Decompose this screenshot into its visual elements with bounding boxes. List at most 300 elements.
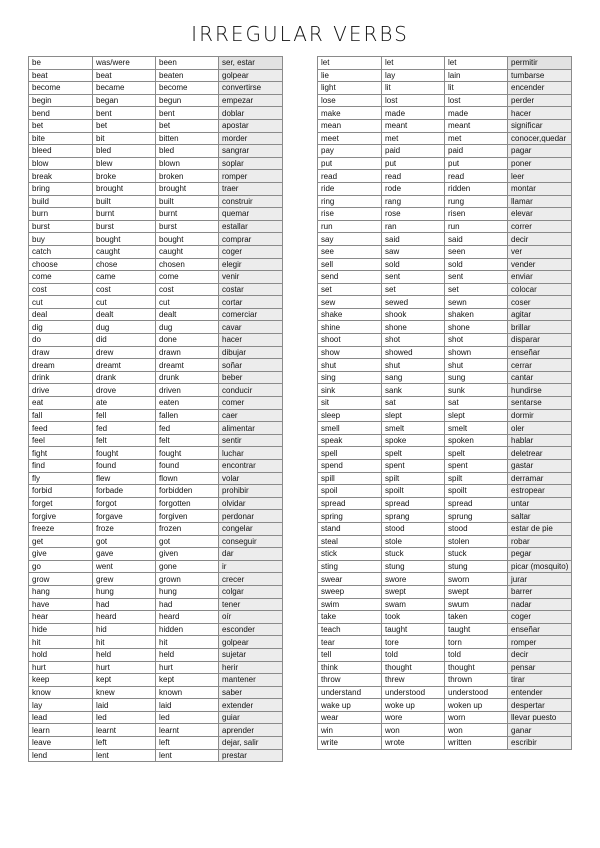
verb-past-participle: become xyxy=(156,82,219,95)
verb-past-participle: bought xyxy=(156,233,219,246)
verb-row xyxy=(29,585,283,598)
verb-row xyxy=(29,460,283,473)
verb-spanish-translation: leer xyxy=(508,170,572,183)
verb-row xyxy=(29,485,283,498)
verb-spanish-translation: crecer xyxy=(219,573,283,586)
verb-base-form: smell xyxy=(318,422,382,435)
verb-spanish-translation: esconder xyxy=(219,623,283,636)
verb-past-simple: spread xyxy=(382,497,445,510)
verb-base-form: spread xyxy=(318,497,382,510)
verb-past-participle: flown xyxy=(156,472,219,485)
verb-spanish-translation: derramar xyxy=(508,472,572,485)
verb-spanish-translation: picar (mosquito) xyxy=(508,560,572,573)
verb-row xyxy=(318,69,572,82)
verb-row xyxy=(29,258,283,271)
verb-row xyxy=(318,283,572,296)
verb-past-simple: made xyxy=(382,107,445,120)
verb-base-form: wear xyxy=(318,711,382,724)
verb-row xyxy=(29,321,283,334)
verb-past-participle: lost xyxy=(445,94,508,107)
verb-base-form: put xyxy=(318,157,382,170)
verb-row xyxy=(318,195,572,208)
verb-spanish-translation: conducir xyxy=(219,384,283,397)
verb-row xyxy=(29,422,283,435)
verb-past-simple: swam xyxy=(382,598,445,611)
verb-spanish-translation: dar xyxy=(219,548,283,561)
verb-base-form: sting xyxy=(318,560,382,573)
verb-base-form: sweep xyxy=(318,585,382,598)
verb-spanish-translation: pegar xyxy=(508,548,572,561)
verb-base-form: say xyxy=(318,233,382,246)
verb-past-simple: sold xyxy=(382,258,445,271)
verb-past-simple: let xyxy=(382,57,445,70)
verb-past-simple: laid xyxy=(93,699,156,712)
verb-spanish-translation: coser xyxy=(508,296,572,309)
verb-spanish-translation: decir xyxy=(508,648,572,661)
verb-spanish-translation: caer xyxy=(219,409,283,422)
verb-past-simple: heard xyxy=(93,611,156,624)
verb-row xyxy=(318,573,572,586)
verb-past-simple: learnt xyxy=(93,724,156,737)
verb-past-simple: bought xyxy=(93,233,156,246)
verb-base-form: ring xyxy=(318,195,382,208)
verb-past-participle: sat xyxy=(445,397,508,410)
verb-past-simple: lent xyxy=(93,749,156,762)
verb-past-simple: smelt xyxy=(382,422,445,435)
verb-past-participle: grown xyxy=(156,573,219,586)
verb-row xyxy=(318,397,572,410)
verb-past-participle: let xyxy=(445,57,508,70)
verb-base-form: meet xyxy=(318,132,382,145)
verb-past-participle: burnt xyxy=(156,208,219,221)
verb-past-participle: risen xyxy=(445,208,508,221)
verb-row xyxy=(318,636,572,649)
verb-base-form: dream xyxy=(29,359,93,372)
verb-base-form: forbid xyxy=(29,485,93,498)
verb-row xyxy=(29,182,283,195)
verb-past-participle: blown xyxy=(156,157,219,170)
verb-base-form: give xyxy=(29,548,93,561)
verb-past-participle: laid xyxy=(156,699,219,712)
verb-past-participle: made xyxy=(445,107,508,120)
verb-past-simple: wore xyxy=(382,711,445,724)
verb-base-form: learn xyxy=(29,724,93,737)
verb-row xyxy=(318,220,572,233)
verb-past-simple: sent xyxy=(382,271,445,284)
verb-past-simple: dug xyxy=(93,321,156,334)
verb-spanish-translation: enseñar xyxy=(508,623,572,636)
verb-past-participle: set xyxy=(445,283,508,296)
verb-base-form: bleed xyxy=(29,145,93,158)
verb-past-simple: became xyxy=(93,82,156,95)
verb-past-simple: meant xyxy=(382,119,445,132)
verb-spanish-translation: vender xyxy=(508,258,572,271)
verb-past-participle: thought xyxy=(445,661,508,674)
verb-past-simple: slept xyxy=(382,409,445,422)
verb-base-form: sink xyxy=(318,384,382,397)
verb-past-simple: paid xyxy=(382,145,445,158)
verb-past-simple: did xyxy=(93,334,156,347)
verb-row xyxy=(29,384,283,397)
verb-spanish-translation: cantar xyxy=(508,371,572,384)
verb-past-participle: burst xyxy=(156,220,219,233)
verb-past-simple: woke up xyxy=(382,699,445,712)
verb-past-simple: put xyxy=(382,157,445,170)
verb-past-simple: kept xyxy=(93,674,156,687)
verb-past-simple: cost xyxy=(93,283,156,296)
verb-past-participle: had xyxy=(156,598,219,611)
verb-row xyxy=(318,548,572,561)
verb-past-simple: took xyxy=(382,611,445,624)
verb-base-form: be xyxy=(29,57,93,70)
verb-past-participle: paid xyxy=(445,145,508,158)
verb-past-participle: sprung xyxy=(445,510,508,523)
verb-base-form: do xyxy=(29,334,93,347)
verb-past-simple: left xyxy=(93,737,156,750)
verb-spanish-translation: romper xyxy=(508,636,572,649)
verb-past-simple: tore xyxy=(382,636,445,649)
verb-row xyxy=(318,384,572,397)
verb-spanish-translation: coger xyxy=(508,611,572,624)
verb-base-form: feed xyxy=(29,422,93,435)
verb-past-simple: hurt xyxy=(93,661,156,674)
verb-base-form: lend xyxy=(29,749,93,762)
verb-past-simple: wrote xyxy=(382,737,445,750)
verb-base-form: get xyxy=(29,535,93,548)
verb-row xyxy=(29,497,283,510)
verb-past-simple: drove xyxy=(93,384,156,397)
verb-base-form: choose xyxy=(29,258,93,271)
verb-base-form: deal xyxy=(29,308,93,321)
verb-base-form: run xyxy=(318,220,382,233)
verb-spanish-translation: empezar xyxy=(219,94,283,107)
verb-base-form: break xyxy=(29,170,93,183)
verb-base-form: swear xyxy=(318,573,382,586)
verb-row xyxy=(29,220,283,233)
verb-base-form: mean xyxy=(318,119,382,132)
verb-base-form: lie xyxy=(318,69,382,82)
verb-past-participle: beaten xyxy=(156,69,219,82)
verb-past-participle: chosen xyxy=(156,258,219,271)
verb-past-participle: kept xyxy=(156,674,219,687)
verb-base-form: burn xyxy=(29,208,93,221)
verb-row xyxy=(29,283,283,296)
verb-past-simple: spilt xyxy=(382,472,445,485)
verb-past-simple: told xyxy=(382,648,445,661)
verb-spanish-translation: perdonar xyxy=(219,510,283,523)
verb-past-simple: spelt xyxy=(382,447,445,460)
verb-past-simple: read xyxy=(382,170,445,183)
verb-base-form: stick xyxy=(318,548,382,561)
verb-row xyxy=(29,447,283,460)
verb-row xyxy=(29,737,283,750)
verb-row xyxy=(318,371,572,384)
verb-past-participle: bet xyxy=(156,119,219,132)
verb-row xyxy=(318,182,572,195)
verb-spanish-translation: saltar xyxy=(508,510,572,523)
verb-base-form: shoot xyxy=(318,334,382,347)
verb-past-participle: woken up xyxy=(445,699,508,712)
verb-past-simple: beat xyxy=(93,69,156,82)
verb-row xyxy=(29,107,283,120)
verb-past-participle: slept xyxy=(445,409,508,422)
verb-row xyxy=(318,82,572,95)
verb-spanish-translation: despertar xyxy=(508,699,572,712)
verb-spanish-translation: tener xyxy=(219,598,283,611)
verb-past-participle: led xyxy=(156,711,219,724)
verb-row xyxy=(318,598,572,611)
verbs-table-left xyxy=(28,56,283,762)
verb-base-form: freeze xyxy=(29,522,93,535)
verb-spanish-translation: cerrar xyxy=(508,359,572,372)
verb-row xyxy=(318,321,572,334)
verb-row xyxy=(318,674,572,687)
verb-spanish-translation: construir xyxy=(219,195,283,208)
verb-spanish-translation: disparar xyxy=(508,334,572,347)
verb-past-participle: held xyxy=(156,648,219,661)
verb-row xyxy=(318,623,572,636)
verb-base-form: spell xyxy=(318,447,382,460)
verb-row xyxy=(29,119,283,132)
verb-past-simple: got xyxy=(93,535,156,548)
verb-row xyxy=(29,434,283,447)
verb-base-form: set xyxy=(318,283,382,296)
verb-row xyxy=(318,245,572,258)
verb-past-simple: bent xyxy=(93,107,156,120)
verb-past-participle: lent xyxy=(156,749,219,762)
verb-spanish-translation: hacer xyxy=(219,334,283,347)
verb-base-form: fight xyxy=(29,447,93,460)
verb-row xyxy=(318,346,572,359)
verb-past-participle: gone xyxy=(156,560,219,573)
verb-base-form: sell xyxy=(318,258,382,271)
verb-spanish-translation: comerciar xyxy=(219,308,283,321)
verb-past-simple: drew xyxy=(93,346,156,359)
verb-past-simple: sank xyxy=(382,384,445,397)
verb-past-participle: sent xyxy=(445,271,508,284)
verb-spanish-translation: sentir xyxy=(219,434,283,447)
verb-spanish-translation: prohibir xyxy=(219,485,283,498)
verb-past-simple: felt xyxy=(93,434,156,447)
verb-past-participle: told xyxy=(445,648,508,661)
verb-spanish-translation: perder xyxy=(508,94,572,107)
verb-spanish-translation: costar xyxy=(219,283,283,296)
verb-past-participle: fought xyxy=(156,447,219,460)
verb-past-simple: forgot xyxy=(93,497,156,510)
verb-row xyxy=(318,208,572,221)
verb-row xyxy=(318,522,572,535)
verb-row xyxy=(29,195,283,208)
verb-past-participle: built xyxy=(156,195,219,208)
verb-row xyxy=(318,711,572,724)
verb-spanish-translation: decir xyxy=(508,233,572,246)
verb-base-form: have xyxy=(29,598,93,611)
verb-past-simple: blew xyxy=(93,157,156,170)
verb-spanish-translation: beber xyxy=(219,371,283,384)
verb-past-simple: hid xyxy=(93,623,156,636)
verb-spanish-translation: tumbarse xyxy=(508,69,572,82)
verb-row xyxy=(318,145,572,158)
verb-base-form: spring xyxy=(318,510,382,523)
verb-base-form: rise xyxy=(318,208,382,221)
verb-past-simple: forbade xyxy=(93,485,156,498)
verb-past-simple: dealt xyxy=(93,308,156,321)
verb-past-participle: bled xyxy=(156,145,219,158)
verb-past-simple: stole xyxy=(382,535,445,548)
verb-past-participle: drunk xyxy=(156,371,219,384)
verb-past-participle: stuck xyxy=(445,548,508,561)
verb-row xyxy=(29,598,283,611)
verb-past-simple: fought xyxy=(93,447,156,460)
verb-past-participle: sold xyxy=(445,258,508,271)
verb-base-form: lay xyxy=(29,699,93,712)
verb-spanish-translation: mantener xyxy=(219,674,283,687)
verb-base-form: dig xyxy=(29,321,93,334)
verb-past-simple: hung xyxy=(93,585,156,598)
verb-row xyxy=(29,674,283,687)
verb-base-form: pay xyxy=(318,145,382,158)
verb-spanish-translation: brillar xyxy=(508,321,572,334)
verb-past-participle: caught xyxy=(156,245,219,258)
verb-past-participle: sworn xyxy=(445,573,508,586)
verb-past-participle: ridden xyxy=(445,182,508,195)
verb-spanish-translation: conseguir xyxy=(219,535,283,548)
verb-row xyxy=(29,648,283,661)
verb-past-participle: shot xyxy=(445,334,508,347)
verb-base-form: drink xyxy=(29,371,93,384)
verb-row xyxy=(318,510,572,523)
verb-past-participle: hit xyxy=(156,636,219,649)
verb-row xyxy=(318,258,572,271)
verb-row xyxy=(29,145,283,158)
verb-base-form: think xyxy=(318,661,382,674)
verb-past-simple: gave xyxy=(93,548,156,561)
verb-row xyxy=(318,686,572,699)
verb-spanish-translation: ganar xyxy=(508,724,572,737)
verb-past-simple: drank xyxy=(93,371,156,384)
verb-spanish-translation: elevar xyxy=(508,208,572,221)
verb-spanish-translation: sangrar xyxy=(219,145,283,158)
verb-base-form: hang xyxy=(29,585,93,598)
verb-past-simple: stuck xyxy=(382,548,445,561)
verb-past-participle: worn xyxy=(445,711,508,724)
verb-past-simple: rang xyxy=(382,195,445,208)
verb-past-simple: met xyxy=(382,132,445,145)
verb-base-form: hear xyxy=(29,611,93,624)
verb-past-participle: shown xyxy=(445,346,508,359)
verb-row xyxy=(318,737,572,750)
verb-spanish-translation: sujetar xyxy=(219,648,283,661)
verb-base-form: spoil xyxy=(318,485,382,498)
verbs-table-right xyxy=(317,56,572,750)
verb-past-participle: sunk xyxy=(445,384,508,397)
verb-spanish-translation: hundirse xyxy=(508,384,572,397)
verb-row xyxy=(29,472,283,485)
verb-row xyxy=(318,585,572,598)
verb-base-form: hold xyxy=(29,648,93,661)
verb-spanish-translation: traer xyxy=(219,182,283,195)
verb-spanish-translation: agitar xyxy=(508,308,572,321)
verb-spanish-translation: barrer xyxy=(508,585,572,598)
verb-base-form: swim xyxy=(318,598,382,611)
verb-past-participle: come xyxy=(156,271,219,284)
verb-past-simple: fell xyxy=(93,409,156,422)
verb-spanish-translation: colocar xyxy=(508,283,572,296)
verb-spanish-translation: sentarse xyxy=(508,397,572,410)
verb-base-form: lose xyxy=(318,94,382,107)
verb-past-participle: felt xyxy=(156,434,219,447)
verb-row xyxy=(29,611,283,624)
verb-row xyxy=(29,157,283,170)
verb-past-simple: held xyxy=(93,648,156,661)
verb-past-participle: done xyxy=(156,334,219,347)
verb-past-simple: sprang xyxy=(382,510,445,523)
verb-row xyxy=(318,611,572,624)
verb-past-simple: flew xyxy=(93,472,156,485)
verb-past-participle: written xyxy=(445,737,508,750)
verb-past-participle: bitten xyxy=(156,132,219,145)
verb-spanish-translation: volar xyxy=(219,472,283,485)
verb-past-participle: cost xyxy=(156,283,219,296)
verb-row xyxy=(29,208,283,221)
verb-past-simple: froze xyxy=(93,522,156,535)
verb-spanish-translation: conocer,quedar xyxy=(508,132,572,145)
verb-spanish-translation: estropear xyxy=(508,485,572,498)
verb-spanish-translation: pensar xyxy=(508,661,572,674)
verb-base-form: beat xyxy=(29,69,93,82)
verb-base-form: let xyxy=(318,57,382,70)
verb-past-participle: swept xyxy=(445,585,508,598)
verb-past-participle: forgiven xyxy=(156,510,219,523)
verb-base-form: know xyxy=(29,686,93,699)
verb-base-form: teach xyxy=(318,623,382,636)
verb-spanish-translation: colgar xyxy=(219,585,283,598)
verb-past-participle: stood xyxy=(445,522,508,535)
verb-row xyxy=(318,132,572,145)
verb-past-participle: spilt xyxy=(445,472,508,485)
verb-row xyxy=(29,346,283,359)
verb-base-form: come xyxy=(29,271,93,284)
verb-past-participle: hurt xyxy=(156,661,219,674)
verb-spanish-translation: saber xyxy=(219,686,283,699)
verb-row xyxy=(318,308,572,321)
verb-past-simple: shone xyxy=(382,321,445,334)
verb-spanish-translation: golpear xyxy=(219,69,283,82)
verb-spanish-translation: hablar xyxy=(508,434,572,447)
verb-row xyxy=(318,434,572,447)
verb-spanish-translation: dibujar xyxy=(219,346,283,359)
verb-base-form: wake up xyxy=(318,699,382,712)
verb-past-simple: broke xyxy=(93,170,156,183)
verb-spanish-translation: venir xyxy=(219,271,283,284)
verb-past-participle: found xyxy=(156,460,219,473)
verb-spanish-translation: luchar xyxy=(219,447,283,460)
verb-spanish-translation: comer xyxy=(219,397,283,410)
verb-spanish-translation: dormir xyxy=(508,409,572,422)
verb-past-participle: spent xyxy=(445,460,508,473)
verb-past-participle: learnt xyxy=(156,724,219,737)
verb-base-form: catch xyxy=(29,245,93,258)
verb-spanish-translation: entender xyxy=(508,686,572,699)
verb-base-form: shake xyxy=(318,308,382,321)
verb-past-participle: fed xyxy=(156,422,219,435)
verb-row xyxy=(318,233,572,246)
verb-past-simple: spent xyxy=(382,460,445,473)
verb-past-participle: taught xyxy=(445,623,508,636)
verb-row xyxy=(29,359,283,372)
verb-spanish-translation: encender xyxy=(508,82,572,95)
verb-past-participle: spoilt xyxy=(445,485,508,498)
